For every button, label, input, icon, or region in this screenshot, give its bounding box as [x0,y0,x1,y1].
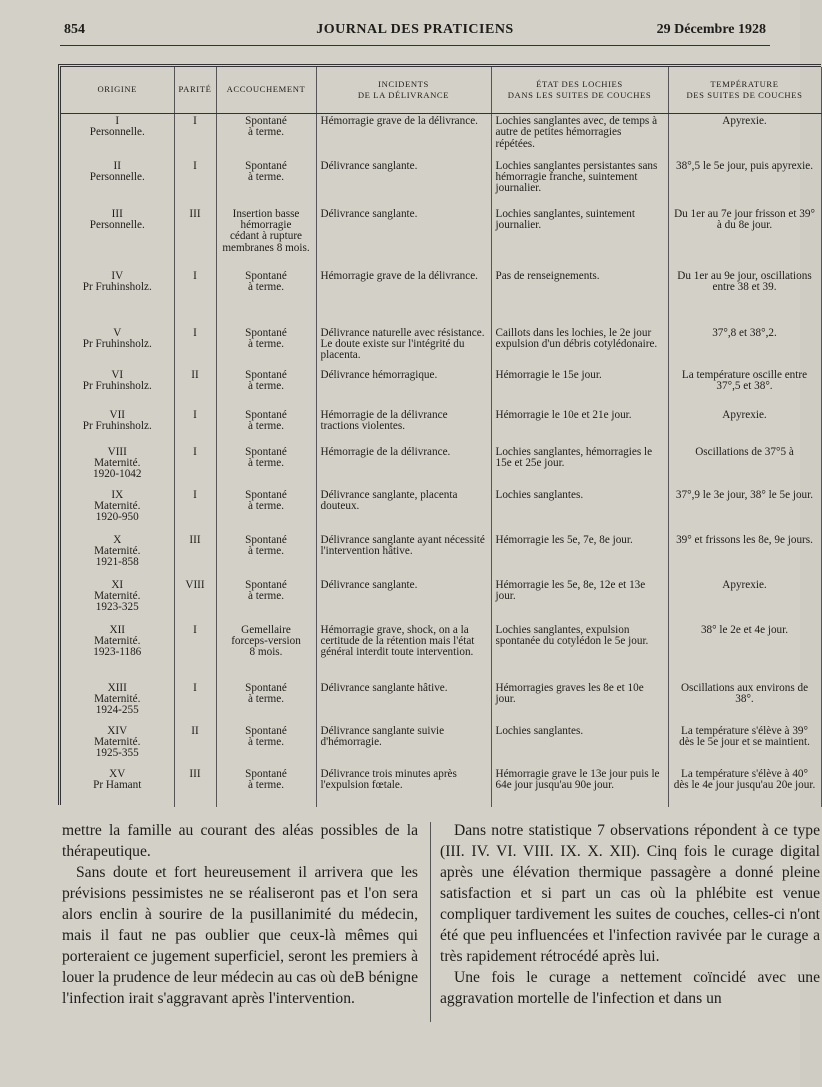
cell-accouchement: Spontané à terme. [216,269,316,326]
cell-origine: VII Pr Fruhinsholz. [61,408,174,445]
cell-parite: I [174,159,216,207]
cell-incidents: Hémorragie grave de la délivrance. [316,269,491,326]
table-row [61,408,821,445]
cell-accouchement: Spontané à terme. [216,445,316,488]
table-row [61,578,821,623]
text-column-right [440,820,820,1009]
cell-incidents: Hémorragie de la délivrance tractions violentes. [316,408,491,445]
table-row [61,114,821,159]
cell-temperature: Apyrexie. [668,114,821,159]
cell-accouchement: Spontané à terme. [216,724,316,767]
cell-lochies: Hémorragie les 5e, 7e, 8e jour. [491,533,668,578]
cell-incidents: Délivrance sanglante suivie d'hémorragie. [316,724,491,767]
cell-temperature: 38° le 2e et 4e jour. [668,623,821,681]
cell-incidents: Délivrance sanglante, placenta douteux. [316,488,491,533]
paragraph: Sans doute et fort heureusement il arrivera que les prévisions pessimistes ne se réaliseront pas et l'on sera alors enclin à sourire de la pusillanimité du médecin, mais il faut ne pas oublier que ceux-là mêmes qui porteraient ce jugement superficiel, seront les premiers à louer la prudence de leur médecin au cas où deB bénigne l'infection irait s'aggravant après l'intervention. [62,864,418,1007]
cell-lochies: Lochies sanglantes. [491,724,668,767]
cell-parite: I [174,623,216,681]
page-header [64,18,766,46]
cell-origine: VIII Maternité. 1920-1042 [61,445,174,488]
cell-origine: V Pr Fruhinsholz. [61,326,174,368]
cell-origine: XV Pr Hamant [61,767,174,807]
cell-accouchement: Gemellaire forceps-version 8 mois. [216,623,316,681]
cell-incidents: Hémorragie de la délivrance. [316,445,491,488]
table-row [61,159,821,207]
column-header: TEMPÉRATURE DES SUITES DE COUCHES [668,67,821,114]
cell-accouchement: Spontané à terme. [216,488,316,533]
table-row [61,368,821,408]
cell-origine: VI Pr Fruhinsholz. [61,368,174,408]
cell-temperature: La température s'élève à 39° dès le 5e jour et se maintient. [668,724,821,767]
cell-origine: I Personnelle. [61,114,174,159]
cell-origine: XII Maternité. 1923-1186 [61,623,174,681]
cell-origine: XI Maternité. 1923-325 [61,578,174,623]
cell-accouchement: Spontané à terme. [216,114,316,159]
cell-origine: X Maternité. 1921-858 [61,533,174,578]
table-row [61,623,821,681]
cell-parite: VIII [174,578,216,623]
cell-lochies: Lochies sanglantes avec, de temps à autre de petites hémorragies répétées. [491,114,668,159]
cell-temperature: Apyrexie. [668,578,821,623]
cell-parite: III [174,533,216,578]
cell-parite: II [174,724,216,767]
table-row [61,767,821,807]
table-row [61,533,821,578]
cell-lochies: Hémorragies graves les 8e et 10e jour. [491,681,668,724]
column-header: ORIGINE [61,67,174,114]
cell-temperature: La température s'élève à 40° dès le 4e jour jusqu'au 20e jour. [668,767,821,807]
cell-parite: I [174,445,216,488]
paragraph: Une fois le curage a nettement coïncidé avec une aggravation mortelle de l'infection et dans un [440,969,820,1007]
cell-lochies: Pas de renseignements. [491,269,668,326]
cell-temperature: Du 1er au 9e jour, oscillations entre 38 et 39. [668,269,821,326]
observations-table [61,67,822,807]
cell-parite: III [174,767,216,807]
cell-temperature: 37°,9 le 3e jour, 38° le 5e jour. [668,488,821,533]
cell-temperature: La température oscille entre 37°,5 et 38°. [668,368,821,408]
column-divider [430,822,431,1022]
cell-parite: I [174,326,216,368]
cell-incidents: Hémorragie grave, shock, on a la certitude de la rétention mais l'état général interdit toute intervention. [316,623,491,681]
cell-temperature: 39° et frissons les 8e, 9e jours. [668,533,821,578]
paragraph: mettre la famille au courant des aléas possibles de la thérapeutique. [62,822,418,860]
cell-parite: I [174,269,216,326]
cell-accouchement: Spontané à terme. [216,681,316,724]
cell-lochies: Lochies sanglantes, hémorragies le 15e et 25e jour. [491,445,668,488]
cell-accouchement: Insertion basse hémorragie cédant à rupture membranes 8 mois. [216,207,316,269]
table-row [61,326,821,368]
table-row [61,207,821,269]
cell-accouchement: Spontané à terme. [216,533,316,578]
cell-incidents: Délivrance trois minutes après l'expulsion fœtale. [316,767,491,807]
cell-lochies: Hémorragie le 15e jour. [491,368,668,408]
cell-temperature: Oscillations de 37°5 à [668,445,821,488]
cell-origine: IV Pr Fruhinsholz. [61,269,174,326]
cell-lochies: Hémorragie grave le 13e jour puis le 64e jour jusqu'au 90e jour. [491,767,668,807]
cell-accouchement: Spontané à terme. [216,578,316,623]
cell-parite: I [174,681,216,724]
paragraph: Dans notre statistique 7 observations répondent à ce type (III. IV. VI. VIII. IX. X. XII). Cinq fois le curage digital après une élévation thermique passagère a donné pleine satisfaction et si part un cas où la phlébite est venue compliquer tardivement les suites de couches, celles-ci n'ont été que peu influencées et l'infection ravivée par le curage a très rapidement rétrocédé après lui. [440,822,820,965]
table-row [61,445,821,488]
cell-origine: XIV Maternité. 1925-355 [61,724,174,767]
cell-parite: I [174,114,216,159]
page-number: 854 [64,22,85,37]
column-header: INCIDENTS DE LA DÉLIVRANCE [316,67,491,114]
cell-parite: III [174,207,216,269]
cell-parite: I [174,408,216,445]
issue-date: 29 Décembre 1928 [656,22,766,37]
cell-incidents: Délivrance sanglante. [316,159,491,207]
cell-lochies: Lochies sanglantes. [491,488,668,533]
column-header: ACCOUCHEMENT [216,67,316,114]
cell-accouchement: Spontané à terme. [216,326,316,368]
cell-incidents: Délivrance naturelle avec résistance. Le doute existe sur l'intégrité du placenta. [316,326,491,368]
cell-accouchement: Spontané à terme. [216,767,316,807]
table-row [61,681,821,724]
cell-origine: II Personnelle. [61,159,174,207]
cell-parite: I [174,488,216,533]
cell-incidents: Délivrance sanglante hâtive. [316,681,491,724]
cell-incidents: Délivrance sanglante. [316,578,491,623]
cell-temperature: Du 1er au 7e jour frisson et 39° à du 8e jour. [668,207,821,269]
cell-lochies: Caillots dans les lochies, le 2e jour expulsion d'un débris cotylédonaire. [491,326,668,368]
cell-lochies: Hémorragie le 10e et 21e jour. [491,408,668,445]
cell-lochies: Lochies sanglantes, expulsion spontanée du cotylédon le 5e jour. [491,623,668,681]
cell-origine: III Personnelle. [61,207,174,269]
cell-lochies: Hémorragie les 5e, 8e, 12e et 13e jour. [491,578,668,623]
cell-accouchement: Spontané à terme. [216,368,316,408]
column-header: ÉTAT DES LOCHIES DANS LES SUITES DE COUCHES [491,67,668,114]
table-row [61,724,821,767]
cell-accouchement: Spontané à terme. [216,408,316,445]
cell-incidents: Délivrance sanglante. [316,207,491,269]
journal-title: JOURNAL DES PRATICIENS [316,22,514,37]
cell-temperature: 37°,8 et 38°,2. [668,326,821,368]
cell-parite: II [174,368,216,408]
table-body [61,114,821,807]
table-row [61,269,821,326]
cell-incidents: Hémorragie grave de la délivrance. [316,114,491,159]
cell-origine: XIII Maternité. 1924-255 [61,681,174,724]
cell-temperature: 38°,5 le 5e jour, puis apyrexie. [668,159,821,207]
table-row [61,488,821,533]
header-divider [60,45,770,46]
table-header-row [61,67,821,114]
text-column-left [62,820,418,1009]
cell-incidents: Délivrance sanglante ayant nécessité l'intervention hâtive. [316,533,491,578]
cell-lochies: Lochies sanglantes persistantes sans hémorragie franche, suintement journalier. [491,159,668,207]
cell-temperature: Oscillations aux environs de 38°. [668,681,821,724]
cell-accouchement: Spontané à terme. [216,159,316,207]
cell-incidents: Délivrance hémorragique. [316,368,491,408]
cell-temperature: Apyrexie. [668,408,821,445]
cell-origine: IX Maternité. 1920-950 [61,488,174,533]
column-header: PARITÉ [174,67,216,114]
observations-table-frame [58,64,821,805]
cell-lochies: Lochies sanglantes, suintement journalier. [491,207,668,269]
